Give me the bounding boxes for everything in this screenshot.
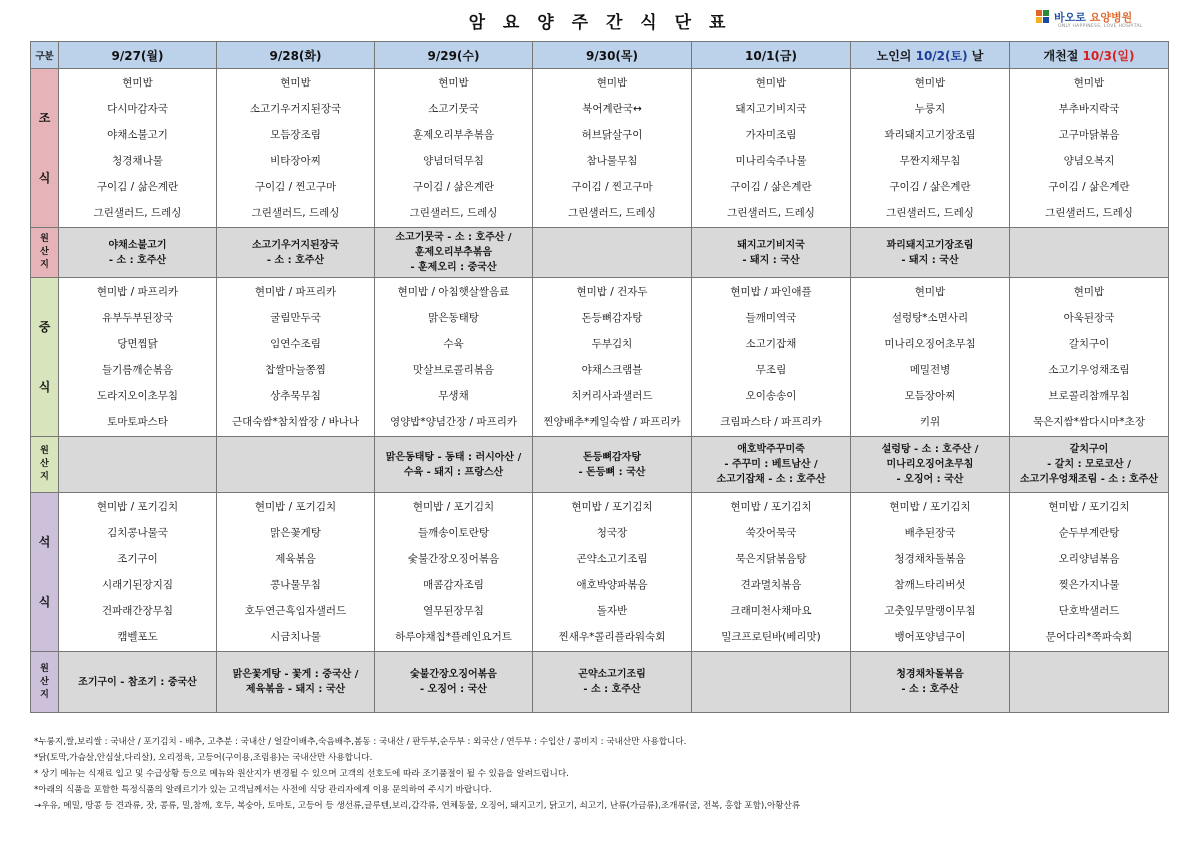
menu-item: 구이김 / 삶은계란 bbox=[730, 181, 812, 193]
menu-item: 소고기우거지된장국 bbox=[249, 103, 342, 115]
menu-item: 유부두부된장국 bbox=[101, 312, 173, 324]
menu-item: 콩나물무침 bbox=[270, 579, 321, 591]
menu-cell bbox=[533, 278, 692, 437]
menu-item: 모듬장아찌 bbox=[904, 390, 956, 402]
menu-cell bbox=[692, 69, 851, 228]
menu-item: 크래미천사채마요 bbox=[730, 605, 812, 617]
origin-label: 원 산 지 bbox=[31, 652, 59, 713]
menu-item: 소고기뭇국 bbox=[428, 103, 479, 115]
menu-cell bbox=[1010, 69, 1169, 228]
day-header: 9/27(월) bbox=[59, 42, 217, 69]
menu-item: 구이김 / 삶은계란 bbox=[412, 181, 495, 193]
menu-item: 문어다리*쪽파숙회 bbox=[1045, 631, 1133, 643]
menu-item: 찐양배추*케일숙쌈 / 파프리카 bbox=[543, 416, 681, 428]
menu-cell bbox=[217, 278, 375, 437]
menu-item: 현미밥 / 포기김치 bbox=[254, 501, 337, 513]
day-date: 10/2(토) bbox=[915, 48, 968, 63]
menu-cell bbox=[375, 278, 533, 437]
menu-item: 맛살브로콜리볶음 bbox=[412, 364, 495, 376]
origin-cell: 돼지고기비지국 - 돼지 : 국산 bbox=[692, 228, 851, 278]
logo-subtitle: ONLY HAPPINESS, LOVE HOSPITAL bbox=[1058, 24, 1143, 29]
menu-item: 단호박샐러드 bbox=[1058, 605, 1120, 617]
logo-mark-icon bbox=[1036, 10, 1050, 24]
menu-item: 현미밥 / 포기김치 bbox=[96, 501, 179, 513]
origin-cell: 청경채차돌볶음 - 소 : 호주산 bbox=[851, 652, 1010, 713]
dinner-row bbox=[31, 493, 1169, 652]
day-header: 9/29(수) bbox=[375, 42, 533, 69]
menu-item: 현미밥 bbox=[438, 77, 469, 89]
menu-item: 그린샐러드, 드레싱 bbox=[93, 207, 182, 219]
menu-cell bbox=[851, 278, 1010, 437]
menu-item: 구이김 / 삶은계란 bbox=[1048, 181, 1130, 193]
menu-item: 시금치나물 bbox=[270, 631, 321, 643]
menu-item: 상추묵무침 bbox=[270, 390, 321, 402]
menu-item: 갈치구이 bbox=[1068, 338, 1110, 350]
weekly-menu-table bbox=[30, 41, 1169, 713]
menu-item: 찐새우*콜리플라워숙회 bbox=[558, 631, 666, 643]
origin-cell bbox=[533, 228, 692, 278]
menu-item: 현미밥 bbox=[280, 77, 311, 89]
menu-cell bbox=[59, 493, 217, 652]
menu-item: 돼지고기비지국 bbox=[735, 103, 807, 115]
menu-item: 모듬장조림 bbox=[270, 129, 321, 141]
menu-item: 들기름깨순볶음 bbox=[101, 364, 173, 376]
menu-item: 제육볶음 bbox=[275, 553, 316, 565]
menu-item: 뱅어포양념구이 bbox=[894, 631, 966, 643]
menu-item: 야채스크램블 bbox=[581, 364, 643, 376]
day-suffix: 날 bbox=[967, 48, 984, 63]
origin-cell: 갈치구이 - 갈치 : 모로코산 / 소고기우엉채조림 - 소 : 호주산 bbox=[1010, 437, 1169, 493]
origin-cell: 돈등뼈감자탕 - 돈등뼈 : 국산 bbox=[533, 437, 692, 493]
menu-item: 맑은동태탕 bbox=[428, 312, 479, 324]
day-header: 9/28(화) bbox=[217, 42, 375, 69]
menu-item: 현미밥 bbox=[596, 77, 628, 89]
menu-item: 구이김 / 삶은계란 bbox=[889, 181, 971, 193]
menu-item: 곤약소고기조림 bbox=[576, 553, 648, 565]
menu-item: 영양밥*양념간장 / 파프리카 bbox=[389, 416, 518, 428]
menu-item: 호두연근흑임자샐러드 bbox=[244, 605, 347, 617]
menu-cell bbox=[217, 69, 375, 228]
menu-cell bbox=[692, 278, 851, 437]
menu-item: 훈제오리부추볶음 bbox=[412, 129, 495, 141]
logo-main: 바오로 bbox=[1054, 11, 1086, 24]
menu-item: 누룽지 bbox=[914, 103, 946, 115]
day-header bbox=[1010, 42, 1169, 69]
menu-item: 청국장 bbox=[596, 527, 628, 539]
menu-item: 양념더덕무침 bbox=[423, 155, 484, 167]
logo-accent: 요양병원 bbox=[1089, 11, 1133, 24]
menu-item: 크림파스타 / 파프리카 bbox=[720, 416, 822, 428]
menu-item: 허브닭살구이 bbox=[581, 129, 643, 141]
menu-item: 돈등뼈감자탕 bbox=[581, 312, 643, 324]
menu-item: 청경채나물 bbox=[112, 155, 163, 167]
hospital-logo bbox=[1036, 9, 1132, 25]
menu-item: 그린샐러드, 드레싱 bbox=[568, 207, 656, 219]
menu-item: 부추바지락국 bbox=[1058, 103, 1120, 115]
menu-item: 시래기된장지짐 bbox=[101, 579, 173, 591]
menu-cell bbox=[375, 69, 533, 228]
menu-item: 오이송송이 bbox=[745, 390, 797, 402]
menu-item: 묵은지쌈*쌈다시마*초장 bbox=[1033, 416, 1145, 428]
menu-cell bbox=[533, 493, 692, 652]
day-label: 노인의 bbox=[876, 48, 916, 63]
menu-item: 애호박양파볶음 bbox=[576, 579, 648, 591]
menu-item: 꽈리돼지고기장조림 bbox=[884, 129, 976, 141]
menu-item: 고구마닭볶음 bbox=[1058, 129, 1120, 141]
menu-item: 숯불간장오징어볶음 bbox=[407, 553, 500, 565]
menu-item: 김치콩나물국 bbox=[107, 527, 168, 539]
menu-cell bbox=[1010, 493, 1169, 652]
menu-item: 그린샐러드, 드레싱 bbox=[251, 207, 340, 219]
menu-item: 임연수조림 bbox=[270, 338, 321, 350]
menu-item: 굴림만두국 bbox=[270, 312, 321, 324]
menu-item: 수육 bbox=[443, 338, 464, 350]
menu-item: 가자미조림 bbox=[745, 129, 797, 141]
menu-item: 구이김 / 찐고구마 bbox=[254, 181, 337, 193]
note-line: *아래의 식품을 포함한 특정식품의 알레르기가 있는 고객님께서는 사전에 식당 관리자에게 이용 문의하여 주시기 바랍니다. bbox=[34, 785, 492, 795]
menu-item: 브로콜리참깨무침 bbox=[1048, 390, 1130, 402]
breakfast-label: 조 식 bbox=[31, 69, 59, 228]
menu-item: 견과멸치볶음 bbox=[740, 579, 802, 591]
day-date: 10/3(일) bbox=[1082, 48, 1135, 63]
menu-item: 그린샐러드, 드레싱 bbox=[886, 207, 974, 219]
menu-item: 묵은지닭볶음탕 bbox=[735, 553, 807, 565]
menu-item: 근대숙쌈*참치쌈장 / 바나나 bbox=[231, 416, 360, 428]
note-line: →우유, 메밀, 땅콩 등 견과류, 잣, 콩류, 밀,참깨, 호두, 복숭아, 토마토, 고등어 등 생선류,글루텐,보리,갑각류, 연체동물, 오징어, 돼지고기, 닭고기, 쇠고기, 난류(가금류),조개류(굴, 전복, 홍합 포함),아황산류 bbox=[34, 801, 801, 811]
menu-item: 그린샐러드, 드레싱 bbox=[727, 207, 815, 219]
origin-cell: 애호박주꾸미죽 - 주꾸미 : 베트남산 / 소고기잡채 - 소 : 호주산 bbox=[692, 437, 851, 493]
menu-item: 아욱된장국 bbox=[1063, 312, 1115, 324]
menu-item: 그린샐러드, 드레싱 bbox=[409, 207, 498, 219]
menu-item: 밀크프로틴바(베리맛) bbox=[721, 631, 821, 643]
menu-item: 구이김 / 삶은계란 bbox=[96, 181, 179, 193]
menu-item: 하루야채칩*플레인요거트 bbox=[395, 631, 512, 643]
menu-body bbox=[31, 69, 1169, 713]
menu-item: 건파래간장무침 bbox=[101, 605, 173, 617]
menu-cell bbox=[533, 69, 692, 228]
menu-item: 현미밥 / 아침햇살쌀음료 bbox=[397, 286, 510, 298]
menu-item: 찢은가지나물 bbox=[1058, 579, 1120, 591]
menu-item: 설렁탕*소면사리 bbox=[891, 312, 969, 324]
menu-cell bbox=[59, 69, 217, 228]
dinner-label: 석 식 bbox=[31, 493, 59, 652]
menu-cell bbox=[851, 493, 1010, 652]
menu-item: 당면찜닭 bbox=[117, 338, 158, 350]
menu-item: 오리양념볶음 bbox=[1058, 553, 1120, 565]
origin-cell bbox=[217, 437, 375, 493]
origin-cell: 야채소불고기 - 소 : 호주산 bbox=[59, 228, 217, 278]
menu-item: 미나리오징어초무침 bbox=[884, 338, 976, 350]
menu-item: 양념오복지 bbox=[1063, 155, 1115, 167]
day-header: 10/1(금) bbox=[692, 42, 851, 69]
breakfast-origin-row bbox=[31, 228, 1169, 278]
origin-cell: 소고기뭇국 - 소 : 호주산 / 훈제오리부추볶음 - 훈제오리 : 중국산 bbox=[375, 228, 533, 278]
menu-item: 도라지오이초무침 bbox=[96, 390, 179, 402]
menu-item: 현미밥 / 포기김치 bbox=[571, 501, 653, 513]
menu-item: 들깨미역국 bbox=[745, 312, 797, 324]
menu-item: 참깨느타리버섯 bbox=[894, 579, 966, 591]
menu-item: 돌자반 bbox=[596, 605, 628, 617]
menu-item: 배추된장국 bbox=[904, 527, 956, 539]
menu-item: 현미밥 bbox=[914, 77, 946, 89]
menu-cell bbox=[59, 278, 217, 437]
menu-item: 매콤감자조림 bbox=[423, 579, 484, 591]
day-label: 개천절 bbox=[1043, 48, 1083, 63]
menu-item: 열무된장무침 bbox=[423, 605, 484, 617]
origin-cell: 설렁탕 - 소 : 호주산 / 미나리오징어초무침 - 오징어 : 국산 bbox=[851, 437, 1010, 493]
origin-cell: 맑은동태탕 - 동태 : 러시아산 / 수육 - 돼지 : 프랑스산 bbox=[375, 437, 533, 493]
menu-item: 미나리숙주나물 bbox=[735, 155, 807, 167]
menu-item: 북어계란국↔ bbox=[582, 103, 642, 115]
menu-item: 메밀전병 bbox=[909, 364, 951, 376]
menu-cell bbox=[692, 493, 851, 652]
menu-item: 현미밥 bbox=[122, 77, 153, 89]
lunch-row bbox=[31, 278, 1169, 437]
menu-item: 무조림 bbox=[755, 364, 787, 376]
menu-item: 현미밥 / 포기김치 bbox=[1048, 501, 1130, 513]
menu-item: 순두부계란탕 bbox=[1058, 527, 1120, 539]
note-line: *누룽지,쌀,보리쌀 : 국내산 / 포기김치 - 배추, 고추분 : 국내산 / 얼갈이배추,숙음배추,봄동 : 국내산 / 판두부,순두부 : 외국산 / 연두부 : 수입산 / 콩비지 : 국내산만 사용합니다. bbox=[34, 737, 687, 747]
lunch-label: 중 식 bbox=[31, 278, 59, 437]
menu-item: 토마토파스타 bbox=[107, 416, 168, 428]
day-header bbox=[851, 42, 1010, 69]
menu-item: 무생채 bbox=[438, 390, 469, 402]
logo-text bbox=[1054, 9, 1132, 25]
menu-item: 다시마감자국 bbox=[107, 103, 168, 115]
menu-item: 고춧잎무말랭이무침 bbox=[884, 605, 976, 617]
dinner-origin-row bbox=[31, 652, 1169, 713]
menu-item: 현미밥 / 건자두 bbox=[576, 286, 648, 298]
corner-cell: 구분 bbox=[31, 42, 59, 69]
note-line: *닭(토막,가슴살,안심살,다리살), 오리정육, 고등어(구이용,조림용)는 국내산만 사용합니다. bbox=[34, 753, 373, 763]
origin-cell: 숯불간장오징어볶음 - 오징어 : 국산 bbox=[375, 652, 533, 713]
menu-item: 캠벨포도 bbox=[117, 631, 158, 643]
origin-cell: 소고기우거지된장국 - 소 : 호주산 bbox=[217, 228, 375, 278]
menu-item: 들깨송이토란탕 bbox=[417, 527, 489, 539]
menu-item: 참나물무침 bbox=[586, 155, 638, 167]
origin-label: 원 산 지 bbox=[31, 437, 59, 493]
menu-item: 치커리사과샐러드 bbox=[571, 390, 653, 402]
menu-cell bbox=[375, 493, 533, 652]
menu-item: 키위 bbox=[919, 416, 941, 428]
menu-item: 비타장아찌 bbox=[270, 155, 321, 167]
breakfast-row bbox=[31, 69, 1169, 228]
origin-cell: 맑은꽃게탕 - 꽃게 : 중국산 / 제육볶음 - 돼지 : 국산 bbox=[217, 652, 375, 713]
lunch-origin-row bbox=[31, 437, 1169, 493]
day-header: 9/30(목) bbox=[533, 42, 692, 69]
menu-item: 현미밥 bbox=[914, 286, 946, 298]
menu-item: 맑은꽃게탕 bbox=[270, 527, 321, 539]
menu-item: 현미밥 bbox=[1073, 77, 1105, 89]
menu-item: 현미밥 / 파프리카 bbox=[254, 286, 337, 298]
menu-cell bbox=[1010, 278, 1169, 437]
origin-cell: 꽈리돼지고기장조림 - 돼지 : 국산 bbox=[851, 228, 1010, 278]
origin-label: 원 산 지 bbox=[31, 228, 59, 278]
menu-item: 현미밥 / 파프리카 bbox=[96, 286, 179, 298]
origin-cell: 조기구이 - 참조기 : 중국산 bbox=[59, 652, 217, 713]
menu-item: 현미밥 / 포기김치 bbox=[889, 501, 971, 513]
menu-item: 현미밥 / 파인애플 bbox=[730, 286, 812, 298]
origin-cell bbox=[1010, 652, 1169, 713]
origin-cell bbox=[692, 652, 851, 713]
menu-item: 현미밥 bbox=[1073, 286, 1105, 298]
page-title: 암 요 양 주 간 식 단 표 bbox=[468, 13, 732, 33]
menu-item: 쑥갓어묵국 bbox=[745, 527, 797, 539]
menu-item: 야채소불고기 bbox=[107, 129, 168, 141]
menu-cell bbox=[851, 69, 1010, 228]
menu-item: 구이김 / 찐고구마 bbox=[571, 181, 653, 193]
origin-cell bbox=[1010, 228, 1169, 278]
menu-item: 청경채차돌볶음 bbox=[894, 553, 966, 565]
menu-item: 그린샐러드, 드레싱 bbox=[1045, 207, 1133, 219]
menu-item: 소고기우엉채조림 bbox=[1048, 364, 1130, 376]
notes bbox=[34, 734, 800, 814]
menu-item: 두부김치 bbox=[591, 338, 633, 350]
origin-cell: 곤약소고기조림 - 소 : 호주산 bbox=[533, 652, 692, 713]
menu-cell bbox=[217, 493, 375, 652]
menu-item: 현미밥 / 포기김치 bbox=[730, 501, 812, 513]
menu-item: 조기구이 bbox=[117, 553, 158, 565]
menu-item: 무짠지채무침 bbox=[899, 155, 961, 167]
menu-item: 찹쌀마늘쫑찜 bbox=[265, 364, 326, 376]
header-row bbox=[31, 42, 1169, 69]
menu-item: 소고기잡채 bbox=[745, 338, 797, 350]
note-line: * 상기 메뉴는 식재료 입고 및 수급상황 등으로 메뉴와 원산지가 변경될 수 있으며 고객의 선호도에 따라 조기품절이 될 수 있음을 알려드립니다. bbox=[34, 769, 569, 779]
origin-cell bbox=[59, 437, 217, 493]
menu-item: 현미밥 bbox=[755, 77, 787, 89]
menu-item: 현미밥 / 포기김치 bbox=[412, 501, 495, 513]
